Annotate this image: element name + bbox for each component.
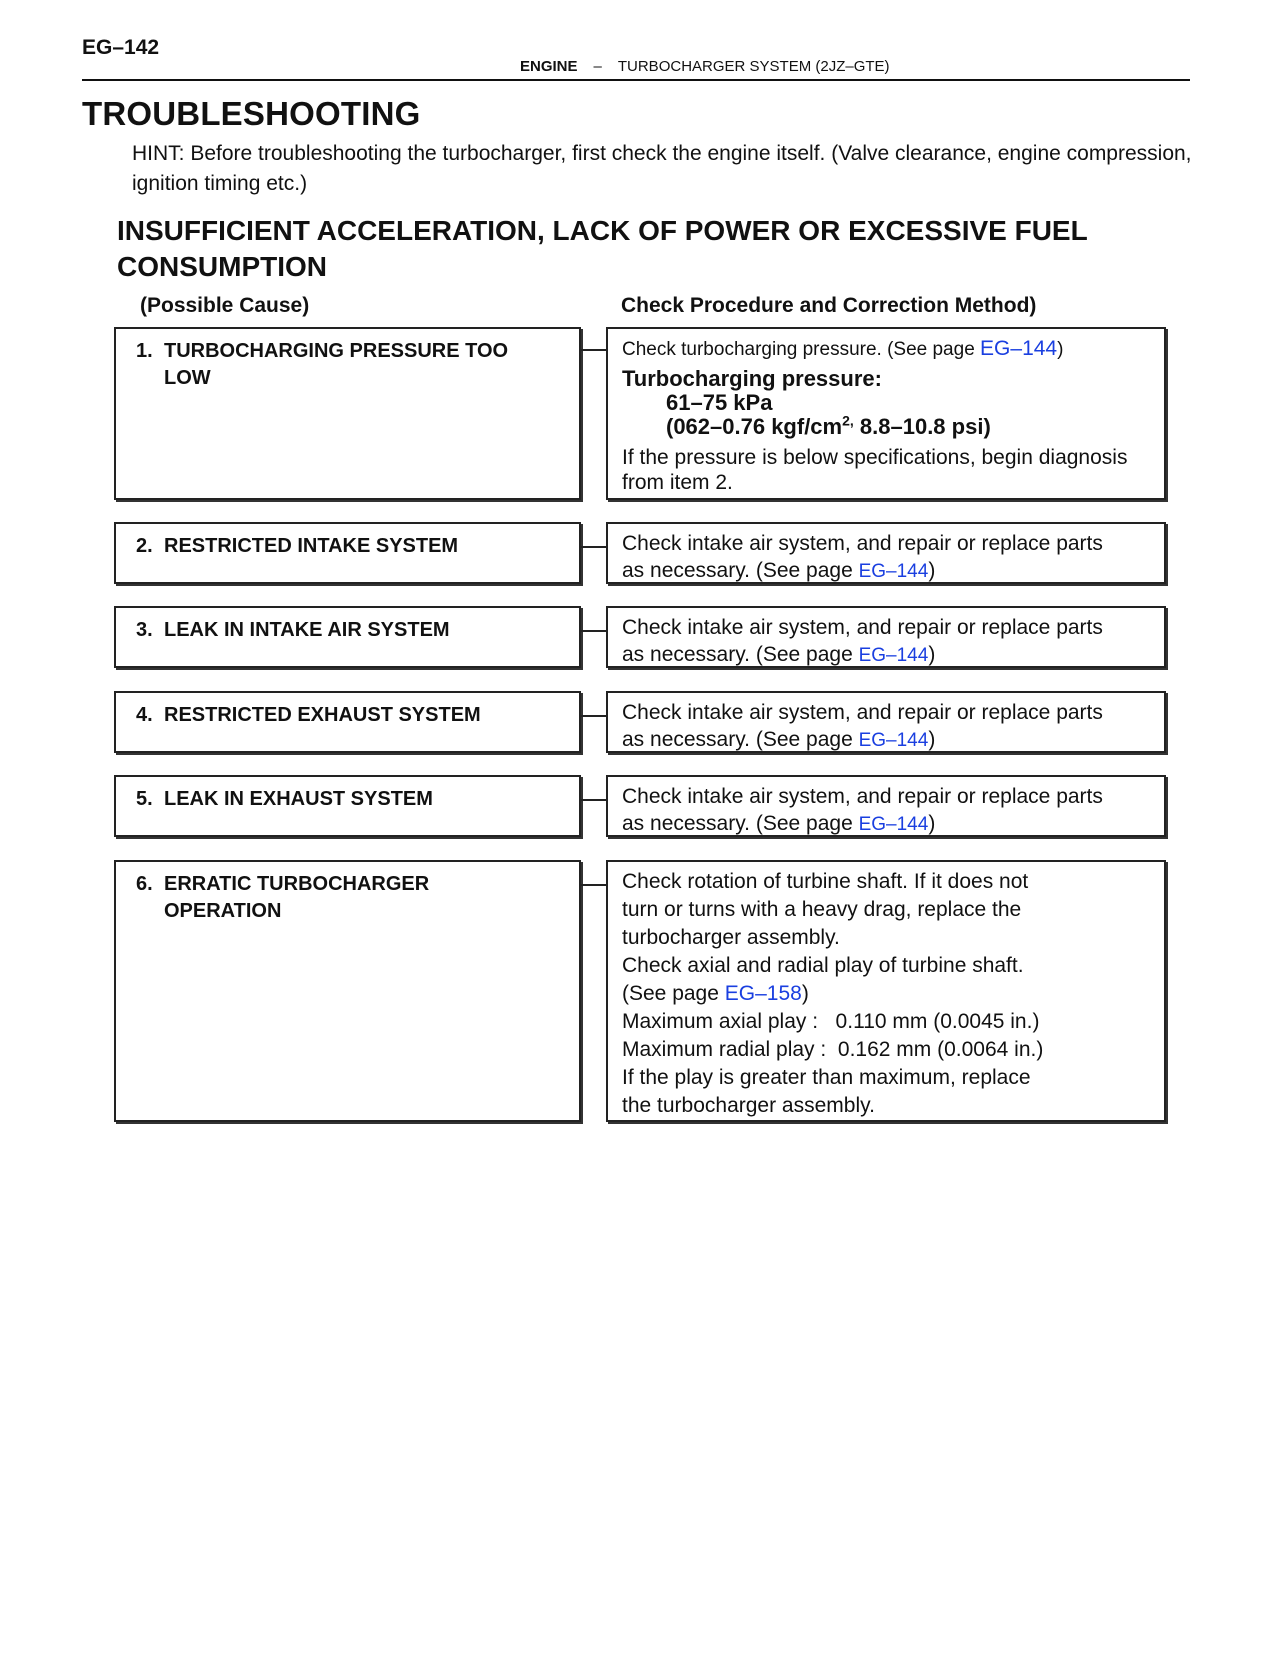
connector-6 — [581, 884, 606, 886]
page-link-eg144[interactable]: EG–144 — [858, 645, 929, 666]
cause-text-6: 6. ERRATIC TURBOCHARGER OPERATION — [136, 873, 430, 922]
column-header-check: Check Procedure and Correction Method) — [621, 294, 1037, 317]
hint-text: HINT: Before troubleshooting the turbocharger, first check the engine itself. (Valve clearance, engine compression, ignition timing etc.) — [132, 142, 1192, 195]
check-text-1: Check turbocharging pressure. (See page EG–144) Turbocharging pressure: 61–75 kPa (062–0.76 kgf/$cm^{2,}$ 8.8–10.8 psi) If the pressure is below specifications, begin diagnosis from item 2. — [622, 335, 1154, 495]
cause-box-5 — [114, 775, 581, 837]
section-subtitle: INSUFFICIENT ACCELERATION, LACK OF POWER OR EXCESSIVE FUEL CONSUMPTION — [117, 215, 1088, 282]
check-text-5: Check intake air system, and repair or replace parts as necessary. (See page EG–144) — [622, 785, 1103, 835]
check-text-3: Check intake air system, and repair or replace parts as necessary. (See page EG–144) — [622, 616, 1103, 666]
check-box-2 — [606, 522, 1166, 584]
cause-text-4: 4. RESTRICTED EXHAUST SYSTEM — [136, 704, 481, 726]
page-link-eg144[interactable]: EG–144 — [858, 814, 929, 835]
cause-text-3: 3. LEAK IN INTAKE AIR SYSTEM — [136, 619, 450, 641]
page-number: EG–142 — [82, 36, 160, 59]
running-header — [520, 58, 890, 75]
page-link-eg144[interactable]: EG–144 — [858, 730, 929, 751]
header-separator: – — [593, 58, 602, 75]
connector-2 — [581, 546, 606, 548]
connector-4 — [581, 715, 606, 717]
check-box-6 — [606, 860, 1166, 1122]
cause-box-6 — [114, 860, 581, 1122]
connector-1 — [581, 349, 606, 351]
cause-box-1 — [114, 327, 581, 500]
cause-box-2 — [114, 522, 581, 584]
cause-text-1: 1. TURBOCHARGING PRESSURE TOO LOW — [136, 340, 509, 389]
max-axial-play: Maximum axial play : 0.110 mm (0.0045 in.) — [622, 1010, 1040, 1033]
check-box-3 — [606, 606, 1166, 668]
header-section: ENGINE — [520, 58, 578, 75]
check-box-5 — [606, 775, 1166, 837]
page-title: TROUBLESHOOTING — [82, 95, 421, 132]
check-text-6: Check rotation of turbine shaft. If it does not turn or turns with a heavy drag, replace the turbocharger assembly. Check axial and radial play of turbine shaft. (See page EG–158) Maximum axial play : 0.110 mm (0.0045 in.) Maximum radial play : 0.162 mm (0.0064 in.) If the play is greater than maximum, replace the turbocharger assembly. — [622, 870, 1044, 1117]
cause-box-4 — [114, 691, 581, 753]
cause-box-3 — [114, 606, 581, 668]
check-text-4: Check intake air system, and repair or replace parts as necessary. (See page EG–144) — [622, 701, 1103, 751]
header-rule — [82, 79, 1190, 81]
page-link-eg144[interactable]: EG–144 — [980, 337, 1058, 360]
header-subsection: TURBOCHARGER SYSTEM (2JZ–GTE) — [617, 58, 890, 75]
page-link-eg158[interactable]: EG–158 — [724, 982, 802, 1005]
check-after-1: If the pressure is below specifications, begin diagnosis from item 2. — [622, 446, 1128, 494]
check-box-1 — [606, 327, 1166, 500]
max-radial-play: Maximum radial play : 0.162 mm (0.0064 in.) — [622, 1038, 1044, 1061]
check-text-2: Check intake air system, and repair or replace parts as necessary. (See page EG–144) — [622, 532, 1103, 582]
page-link-eg144[interactable]: EG–144 — [858, 561, 929, 582]
column-header-cause: (Possible Cause) — [140, 294, 310, 317]
spec-block: Turbocharging pressure: 61–75 kPa (062–0.76 kgf/$cm^{2,}$ 8.8–10.8 psi) — [622, 366, 991, 439]
check-box-4 — [606, 691, 1166, 753]
cause-text-5: 5. LEAK IN EXHAUST SYSTEM — [136, 788, 433, 810]
connector-3 — [581, 630, 606, 632]
cause-text-2: 2. RESTRICTED INTAKE SYSTEM — [136, 535, 459, 557]
connector-5 — [581, 799, 606, 801]
